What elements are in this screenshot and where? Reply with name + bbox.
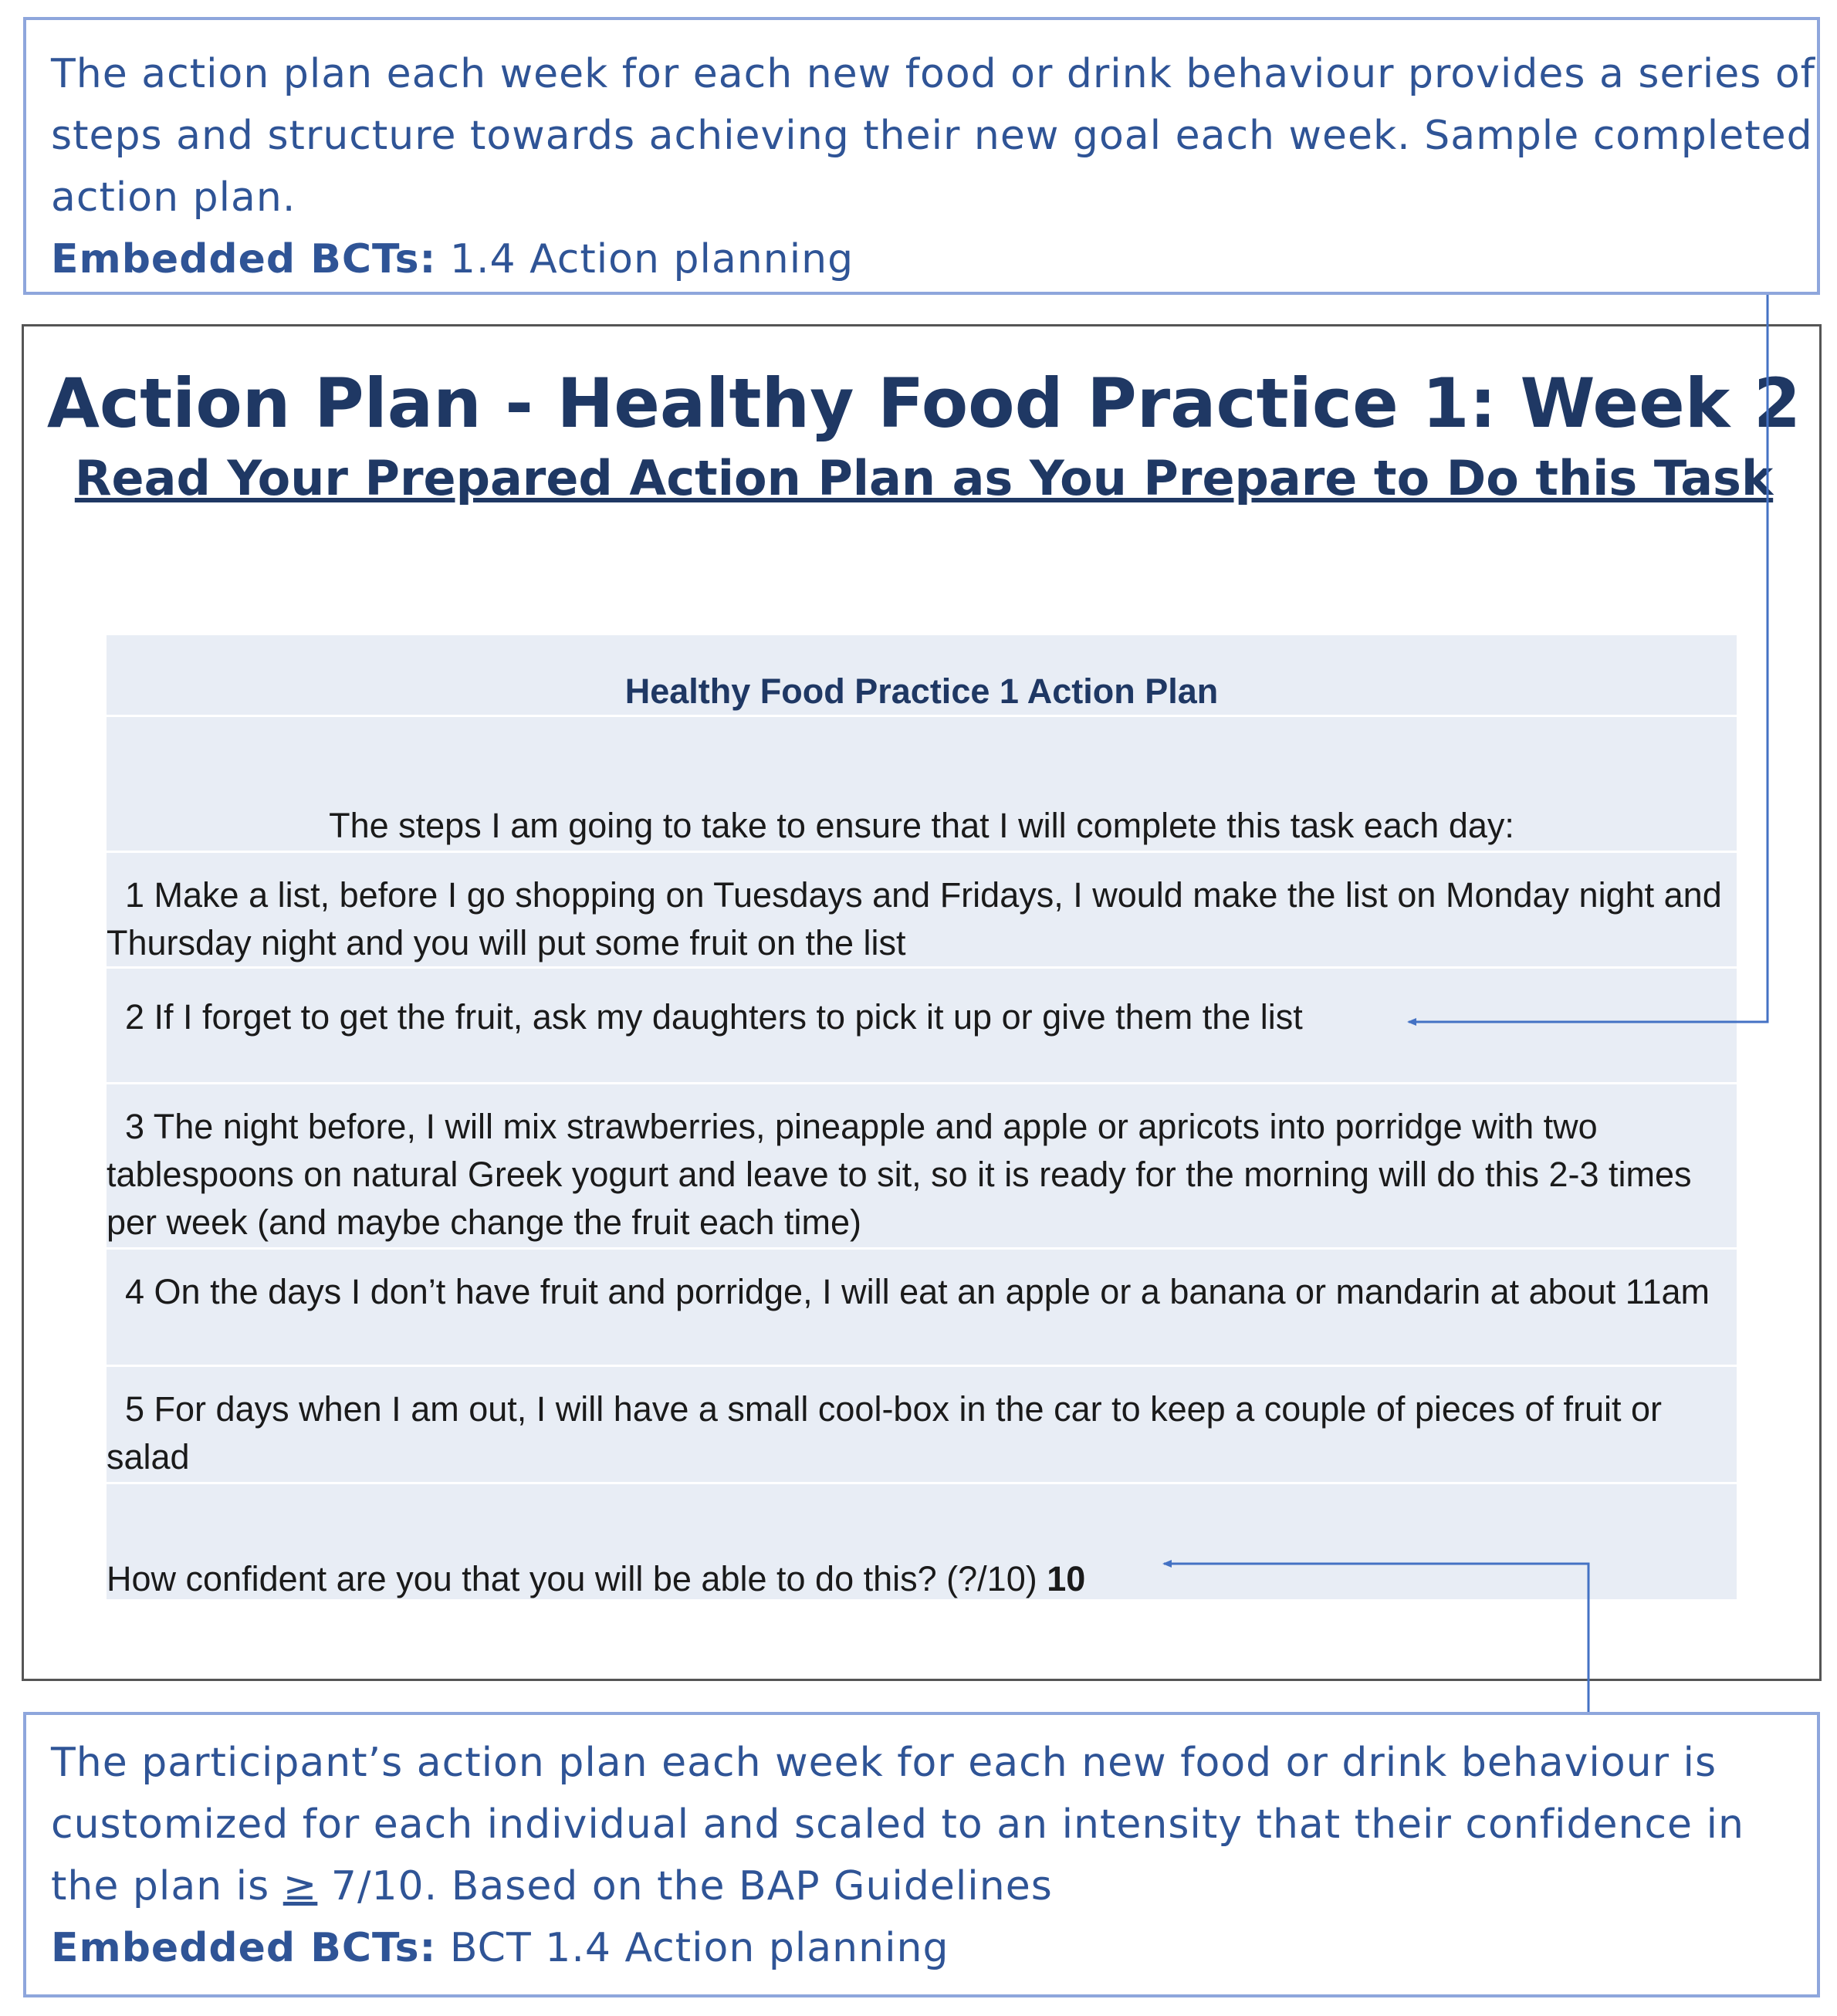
step-row — [107, 969, 1737, 1084]
confidence-question: How confident are you that you will be able to do this? (?/10) — [107, 1559, 1037, 1598]
bottom-annotation-bct — [51, 1917, 1817, 1979]
step-row — [107, 1084, 1737, 1250]
bottom-text-after: 7/10. Based on the BAP Guidelines — [317, 1863, 1053, 1909]
bottom-bct-value: BCT 1.4 Action planning — [449, 1925, 949, 1971]
bottom-annotation-text — [51, 1732, 1817, 1917]
greater-equal-symbol: ≥ — [282, 1863, 318, 1909]
top-annotation-text: The action plan each week for each new food or drink behaviour provides a series of steps and structure towards achieving their new goal each week. Sample completed action plan. — [51, 51, 1815, 221]
action-plan-table — [107, 635, 1737, 1602]
step-row — [107, 1250, 1737, 1367]
table-intro-row: The steps I am going to take to ensure that I will complete this task each day: — [107, 717, 1737, 853]
step-text: For days when I am out, I will have a small cool-box in the car to keep a couple of pieces of fruit or salad — [107, 1389, 1663, 1476]
top-annotation-box — [23, 17, 1820, 295]
step-number: 5 — [125, 1389, 145, 1429]
top-annotation-bct — [51, 228, 1817, 290]
step-row — [107, 853, 1737, 969]
table-header-row: Healthy Food Practice 1 Action Plan — [107, 635, 1737, 717]
step-text: The night before, I will mix strawberries, pineapple and apple or apricots into porridge with two tablespoons on natural Greek yogurt and leave to sit, so it is ready for the morning will do this 2-3 times per week (and maybe change the fruit each time) — [107, 1107, 1692, 1242]
step-number: 3 — [125, 1107, 145, 1146]
plan-subtitle: Read Your Prepared Action Plan as You Prepare to Do this Task — [74, 450, 1774, 506]
plan-title: Action Plan - Healthy Food Practice 1: Week 2 — [46, 364, 1801, 443]
top-bct-label: Embedded BCTs: — [51, 236, 437, 282]
step-number: 2 — [125, 997, 145, 1037]
bottom-text-before: The participant’s action plan each week for each new food or drink behaviour is customized for each individual and scaled to an intensity that their confidence in the plan is — [51, 1740, 1744, 1909]
confidence-row — [107, 1484, 1737, 1602]
top-bct-value: 1.4 Action planning — [449, 236, 854, 282]
step-number: 1 — [125, 875, 145, 915]
step-text: On the days I don’t have fruit and porridge, I will eat an apple or a banana or mandarin at about 11am — [154, 1272, 1710, 1311]
action-plan-frame — [22, 324, 1822, 1681]
confidence-value: 10 — [1047, 1559, 1086, 1598]
step-text: If I forget to get the fruit, ask my daughters to pick it up or give them the list — [154, 997, 1303, 1037]
bottom-annotation-box — [23, 1712, 1820, 1997]
step-row — [107, 1367, 1737, 1484]
step-number: 4 — [125, 1272, 145, 1311]
bottom-bct-label: Embedded BCTs: — [51, 1925, 437, 1971]
step-text: Make a list, before I go shopping on Tuesdays and Fridays, I would make the list on Monday night and Thursday night and you will put some fruit on the list — [107, 875, 1722, 962]
